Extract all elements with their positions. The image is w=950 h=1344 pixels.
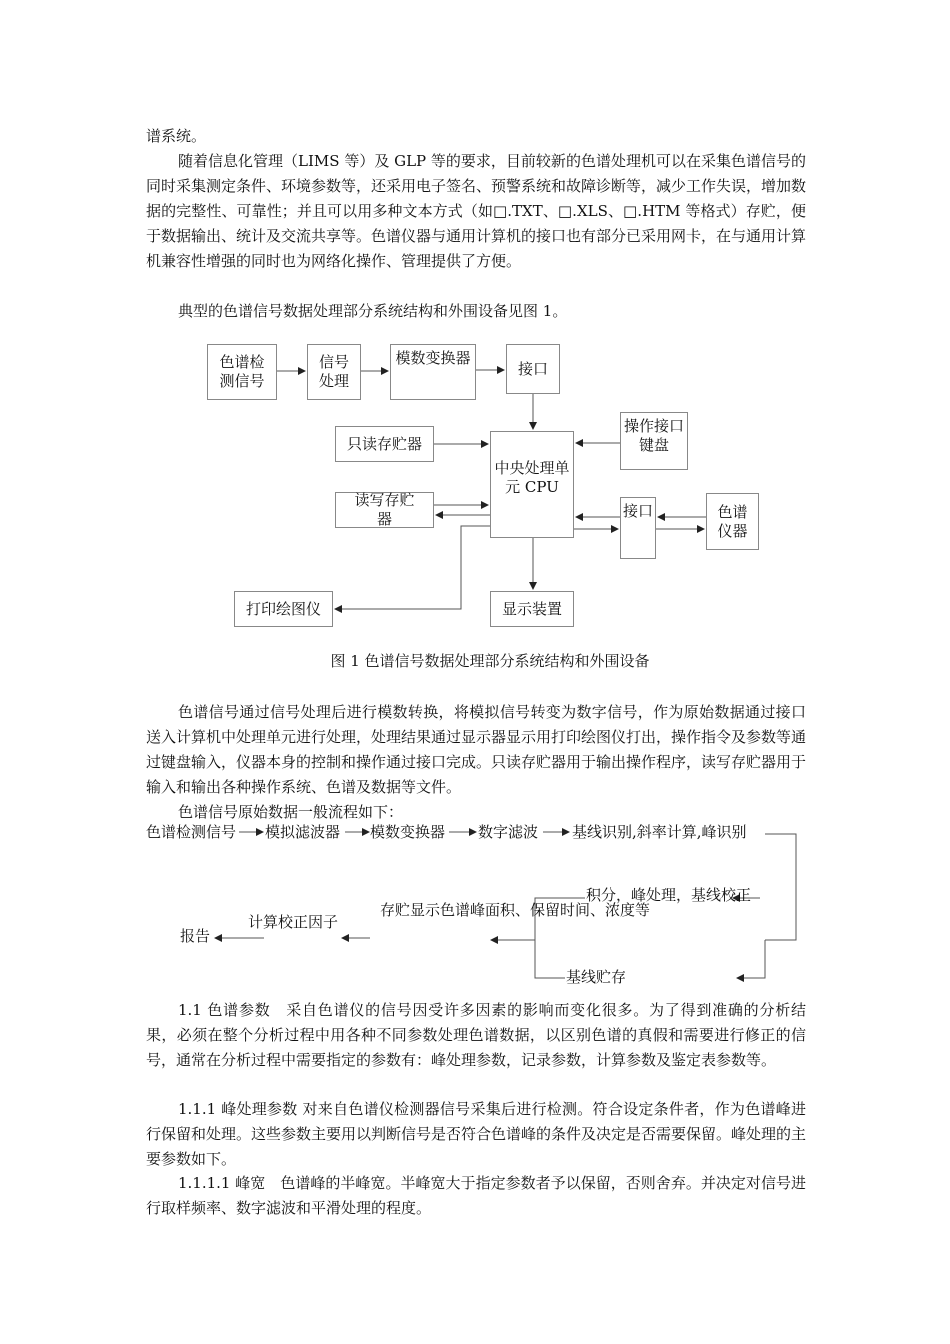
flow-baseline-store: 基线贮存: [566, 968, 627, 986]
paragraph-section-1-1-1-1: 1.1.1.1 峰宽 色谱峰的半峰宽。半峰宽大于指定参数者予以保留，否则舍弃。并决定对信号进行取样频率、数字滤波和平滑处理的程度。: [146, 1174, 806, 1217]
paragraph-continuation: 谱系统。: [146, 127, 207, 145]
box-adc: 模数变换器: [390, 344, 476, 400]
box-instrument: 色谱 仪器: [706, 493, 759, 550]
box-plotter: 打印绘图仪: [234, 591, 333, 627]
box-signal-process: 信号 处理: [307, 344, 361, 400]
paragraph-lims: 随着信息化管理（LIMS 等）及 GLP 等的要求，目前较新的色谱处理机可以在采集色谱信号的同时采集测定条件、环境参数等，还采用电子签名、预警系统和故障诊断等，减少工作失误，增加数据的完整性、可靠性；并且可以用多种文本方式（如□.TXT、□.XLS、□.HTM 等格式）存贮，便于数据输出、统计及交流共享等。色谱仪器与通用计算机的接口也有部分已采用网卡，在与通用计算机兼容性增强的同时也为网络化操作、管理提供了方便。: [146, 152, 807, 270]
paragraph-flow-intro: 色谱信号原始数据一般流程如下：: [178, 803, 404, 821]
flow-signal: 色谱检测信号: [146, 823, 237, 841]
paragraph-section-1-1: 1.1 色谱参数 采自色谱仪的信号因受许多因素的影响而变化很多。为了得到准确的分析结果，必须在整个分析过程中用各种不同参数处理色谱数据，以区别色谱的真假和需要进行修正的信号，通常在分析过程中需要指定的参数有：峰处理参数，记录参数，计算参数及鉴定表参数等。: [146, 1001, 806, 1069]
figure-1-caption: 图 1 色谱信号数据处理部分系统结构和外围设备: [330, 652, 650, 670]
box-interface-mid: 接口: [620, 497, 656, 559]
paragraph-explanation: 色谱信号通过信号处理后进行模数转换，将模拟信号转变为数字信号，作为原始数据通过接口送入计算机中处理单元进行处理，处理结果通过显示器显示用打印绘图仪打出，操作指令及参数等通过键盘输入，仪器本身的控制和操作通过接口完成。只读存贮器用于输出操作程序，读写存贮器用于输入和输出各种操作系统、色谱及数据等文件。: [146, 703, 807, 796]
flow-report: 报告: [180, 927, 211, 945]
flow-adc: 模数变换器: [370, 823, 446, 841]
box-ram: 读写存贮 器: [335, 492, 434, 528]
box-cpu: 中央处理单元 CPU: [490, 431, 574, 538]
flow-baseline-id: 基线识别,斜率计算,峰识别: [572, 823, 747, 841]
paragraph-section-1-1-1: 1.1.1 峰处理参数 对来自色谱仪检测器信号采集后进行检测。符合设定条件者，作为色谱峰进行保留和处理。这些参数主要用以判断信号是否符合色谱峰的条件及决定是否需要保留。峰处理的主要参数如下。: [146, 1100, 807, 1168]
box-signal-detect: 色谱检 测信号: [207, 344, 277, 400]
paragraph-fig-intro: 典型的色谱信号数据处理部分系统结构和外围设备见图 1。: [178, 302, 568, 320]
flow-integrate: 积分，峰处理，基线校正: [586, 886, 752, 904]
box-keyboard: 操作接口键盘: [620, 412, 688, 470]
box-display: 显示装置: [490, 591, 574, 627]
flow-analog-filter: 模拟滤波器: [265, 823, 341, 841]
box-interface-top: 接口: [506, 344, 560, 394]
flow-store-display: 存贮显示色谱峰面积、保留时间、浓度等: [380, 901, 651, 919]
box-rom: 只读存贮器: [335, 426, 434, 462]
flow-correction: 计算校正因子: [248, 913, 339, 931]
flow-digital-filter: 数字滤波: [478, 823, 539, 841]
